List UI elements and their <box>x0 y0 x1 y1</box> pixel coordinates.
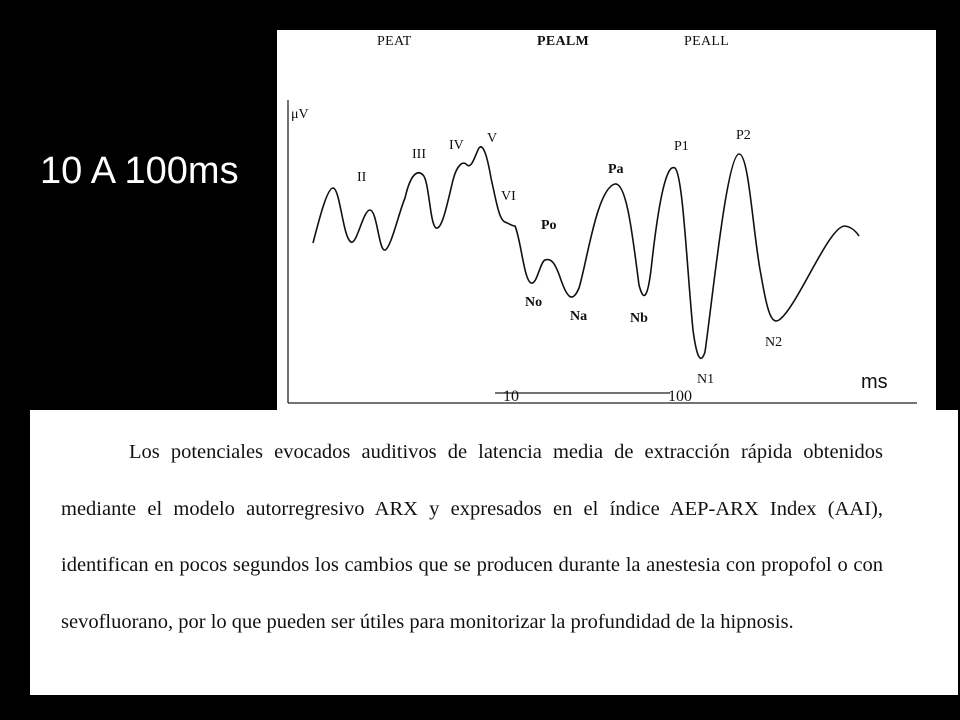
wave-label-p2: P2 <box>736 128 751 143</box>
wave-label-v: V <box>487 131 498 146</box>
range-start-label: 10 <box>503 388 519 405</box>
section-label-peall: PEALL <box>684 34 730 49</box>
wave-label-na: Na <box>570 309 588 324</box>
waveform-plot <box>277 30 936 410</box>
wave-label-iii: III <box>412 147 426 162</box>
wave-label-vi: VI <box>501 189 516 204</box>
text-panel <box>30 410 958 695</box>
wave-label-ii: II <box>357 170 367 185</box>
wave-label-iv: IV <box>449 138 464 153</box>
wave-label-n2: N2 <box>765 335 783 350</box>
wave-label-po: Po <box>541 218 557 233</box>
aep-waveform <box>313 147 859 358</box>
slide-title: 10 A 100ms <box>40 150 239 192</box>
section-label-peat: PEAT <box>377 34 412 49</box>
aep-waveform-figure <box>277 30 936 410</box>
description-paragraph: Los potenciales evocados auditivos de latencia media de extracción rápida obtenidos mediante el modelo autorregresivo ARX y expresados en el índice AEP-ARX Index (AAI), identifican en pocos segundos los cambios que se producen durante la anestesia con propofol o con sevofluorano, por lo que pueden ser útiles para monitorizar la profundidad de la hipnosis. <box>61 441 883 633</box>
x-unit-label: ms <box>861 371 888 393</box>
wave-label-n1: N1 <box>697 372 715 387</box>
y-unit-label: μV <box>291 107 309 122</box>
wave-label-nb: Nb <box>630 311 648 326</box>
wave-label-no: No <box>525 295 543 310</box>
range-end-label: 100 <box>668 388 692 405</box>
wave-label-p1: P1 <box>674 139 689 154</box>
section-label-pealm: PEALM <box>537 34 590 49</box>
wave-label-pa: Pa <box>608 162 624 177</box>
